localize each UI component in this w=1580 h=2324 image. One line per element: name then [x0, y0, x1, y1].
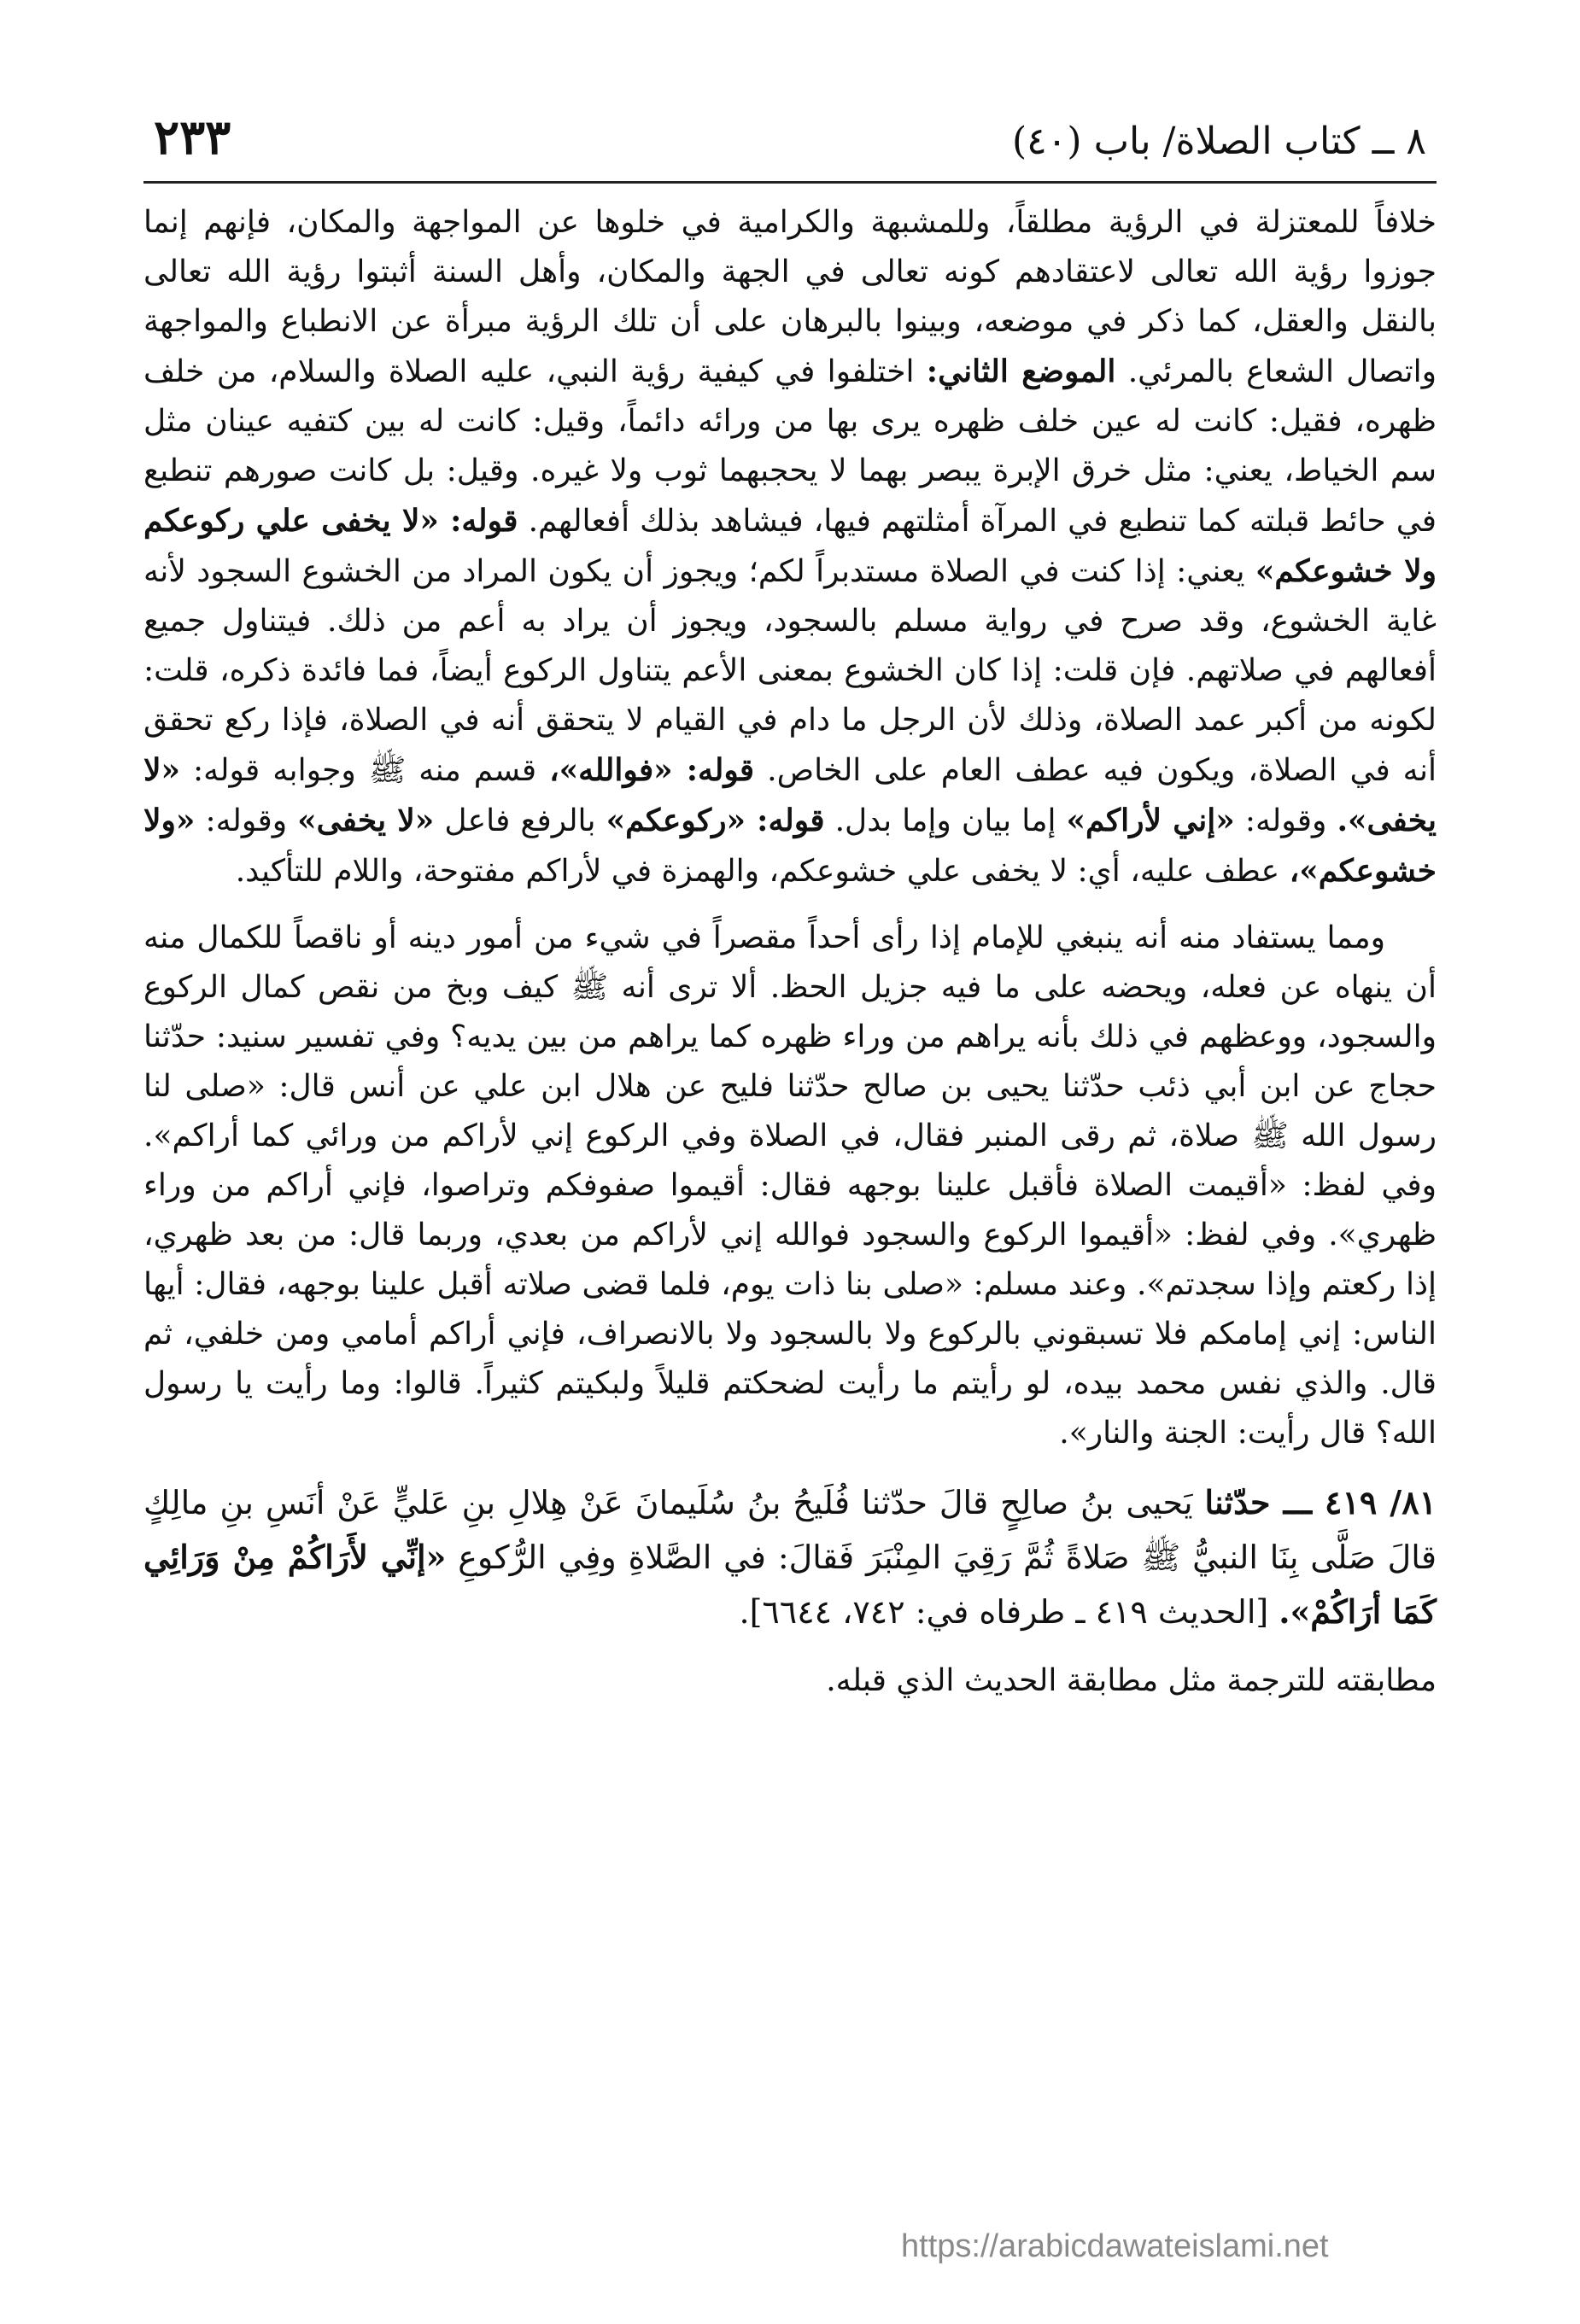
text-segment: وقوله:	[205, 803, 288, 838]
text-segment: قسم منه ﷺ وجوابه قوله:	[193, 753, 537, 788]
text-segment: إما بيان وإما بدل.	[834, 803, 1056, 838]
running-title: ٨ ــ كتاب الصلاة/ باب (٤٠)	[1011, 120, 1426, 163]
hadith-reference: [الحديث ٤١٩ ـ طرفاه في: ٧٤٢، ٦٦٤٤].	[739, 1593, 1269, 1631]
quoted-phrase: قوله: «فوالله»،	[549, 752, 755, 788]
hadith-number: ٨١/ ٤١٩ ـــ حدّثنا	[1204, 1483, 1437, 1521]
hadith-matn: «إنِّي لأَرَاكُمْ مِنْ وَرَائِي كَمَا أرَاكُمْ».	[143, 1538, 1437, 1631]
quoted-phrase: «لا يخفى».	[143, 752, 1437, 838]
text-segment: يعني: إذا كنت في الصلاة مستدبراً لكم؛ ويجوز أن يكون المراد من الخشوع السجود لأنه غاية الخشوع، وقد صرح في رواية مسلم بالسجود، ويجوز أن يراد به أعم من ذلك. فيتناول جميع أفعالهم في صلاتهم. فإن قلت: إذا كان الخشوع بمعنى الأعم يتناول الركوع أيضاً، فما فائدة ذكره، قلت: لكونه من أكبر عمد الصلاة، وذلك لأن الرجل ما دام في القيام لا يتحقق أنه في الصلاة، فإذا ركع تحقق أنه في الصلاة، ويكون فيه عطف العام على الخاص.	[143, 554, 1437, 788]
text-segment: عطف عليه، أي: لا يخفى علي خشوعكم، والهمزة في لأراكم مفتوحة، واللام للتأكيد.	[235, 854, 1280, 889]
quoted-phrase: «إني لأراكم»	[1066, 803, 1235, 838]
closing-note: مطابقته للترجمة مثل مطابقة الحديث الذي قبله.	[826, 1663, 1437, 1698]
page-number: ٢٣٣	[154, 109, 231, 166]
text-segment: خلافاً للمعتزلة في الرؤية مطلقاً، وللمشبهة والكرامية في خلوها عن المواجهة والمكان، فإنهم إنما جوزوا رؤية الله تعالى لاعتقادهم كونه تعالى في الجهة والمكان، وأهل السنة أثبتوا رؤية الله تعالى بالنقل والعقل، كما ذكر في موضعه، وبينوا بالبرهان على أن تلك الرؤية مبرأة عن الانطباع والمواجهة واتصال الشعاع بالمرئي.	[143, 205, 1437, 389]
page-body	[143, 198, 1437, 1723]
section-heading: الموضع الثاني:	[926, 353, 1116, 389]
quoted-phrase: «ولا خشوعكم»،	[143, 803, 1437, 889]
header-rule	[143, 181, 1437, 184]
paragraph-commentary	[143, 198, 1437, 896]
text-segment: وقوله:	[1244, 803, 1327, 838]
text-segment: بالرفع فاعل	[444, 803, 596, 838]
quoted-phrase: قوله: «لا يخفى علي ركوعكم ولا خشوعكم»	[143, 503, 1437, 589]
page-header	[143, 109, 1437, 178]
hadith-chain: يَحيى بنُ صالِحٍ قالَ حدّثنا فُلَيحُ بنُ سُلَيمانَ عَنْ هِلالِ بنِ عَليٍّ عَنْ أنَسِ بنِ مالِكٍ قالَ صَلَّى بِنَا النبيُّ ﷺ صَلاةً ثُمَّ رَقِيَ المِنْبَرَ فَقالَ: في الصَّلاةِ وفِي الرُّكوعِ	[143, 1484, 1437, 1576]
paragraph-benefits: ومما يستفاد منه أنه ينبغي للإمام إذا رأى أحداً مقصراً في شيء من أمور دينه أو ناقصاً للكمال منه أن ينهاه عن فعله، ويحضه على ما فيه جزيل الحظ. ألا ترى أنه ﷺ كيف وبخ من نقص كمال الركوع والسجود، ووعظهم في ذلك بأنه يراهم من وراء ظهره كما يراهم من بين يديه؟ وفي تفسير سنيد: حدّثنا حجاج عن ابن أبي ذئب حدّثنا يحيى بن صالح حدّثنا فليح عن هلال ابن علي عن أنس قال: «صلى لنا رسول الله ﷺ صلاة، ثم رقى المنبر فقال، في الصلاة وفي الركوع إني لأراكم من ورائي كما أراكم». وفي لفظ: «أقيمت الصلاة فأقبل علينا بوجهه فقال: أقيموا صفوفكم وتراصوا، فإني أراكم من وراء ظهري». وفي لفظ: «أقيموا الركوع والسجود فوالله إني لأراكم من بعدي، وربما قال: من بعد ظهري، إذا ركعتم وإذا سجدتم». وعند مسلم: «صلى بنا ذات يوم، فلما قضى صلاته أقبل علينا بوجهه، فقال: أيها الناس: إني إمامكم فلا تسبقوني بالركوع ولا بالسجود ولا بالانصراف، فإني أراكم أمامي ومن خلفي، ثم قال. والذي نفس محمد بيده، لو رأيتم ما رأيت لضحكتم قليلاً ولبكيتم كثيراً. قالوا: وما رأيت يا رسول الله؟ قال رأيت: الجنة والنار».	[143, 920, 1437, 1451]
hadith-entry	[143, 1475, 1437, 1639]
text-segment: اختلفوا في كيفية رؤية النبي، عليه الصلاة والسلام، من خلف ظهره، فقيل: كانت له عين خلف ظهره يرى بها من ورائه دائماً، وقيل: كانت له بين كتفيه عينان مثل سم الخياط، يعني: مثل خرق الإبرة يبصر بهما لا يحجبهما ثوب ولا غيره. وقيل: بل كانت صورهم تنطبع في حائط قبلته كما تنطبع في المرآة أمثلتهم فيها، فيشاهد بذلك أفعالهم.	[143, 354, 1437, 539]
watermark-url: https://arabicdawateislami.net	[901, 2228, 1329, 2264]
quoted-phrase: «لا يخفى»	[297, 803, 435, 838]
quoted-phrase: قوله: «ركوعكم»	[606, 803, 825, 838]
